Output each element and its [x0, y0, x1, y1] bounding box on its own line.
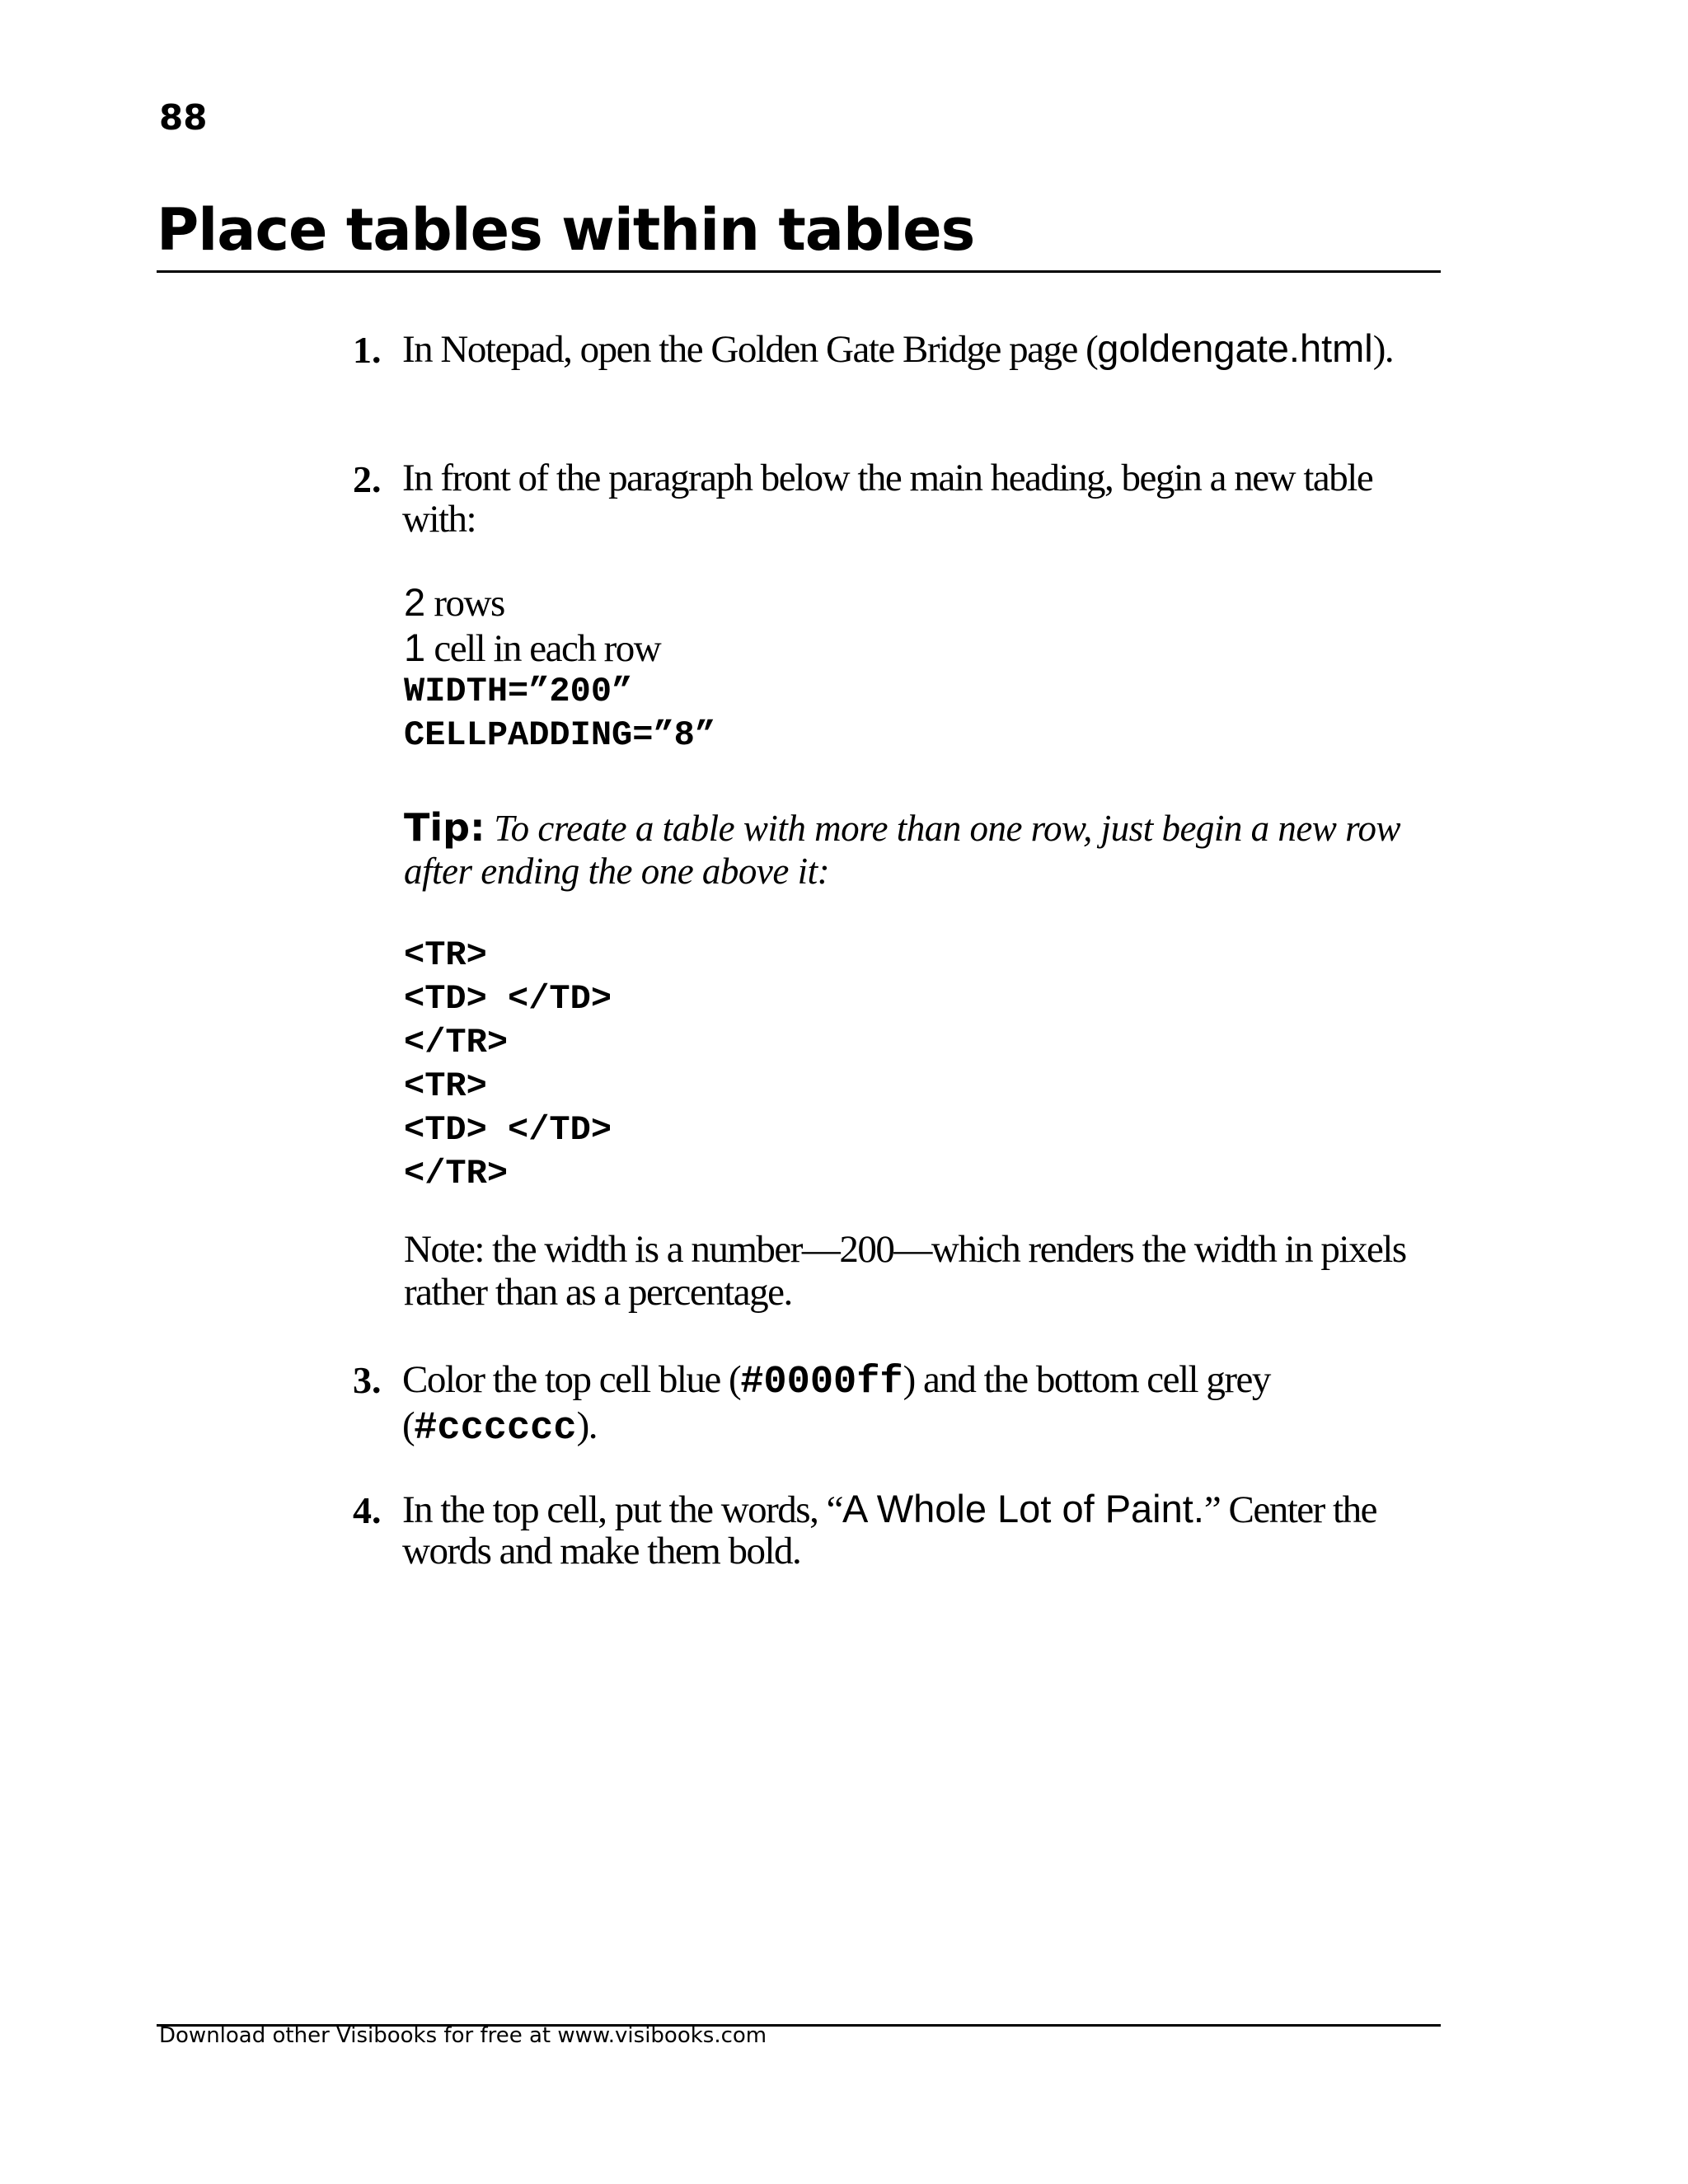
step-number: 3.	[353, 1359, 382, 1401]
tip-text: To create a table with more than one row, just begin a new row after ending the one above it:	[404, 808, 1401, 892]
phrase: A Whole Lot of Paint.	[842, 1487, 1204, 1530]
code-line: <TD> </TD>	[404, 1110, 612, 1150]
spec-width: WIDTH=”200”	[404, 672, 633, 711]
step-text: In the top cell, put the words, “A Whole Lot of Paint.” Center the words and make them bold.	[402, 1487, 1376, 1572]
code-line: <TR>	[404, 1066, 487, 1106]
step-number: 4.	[353, 1489, 382, 1531]
note: Note: the width is a number—200—which renders the width in pixels rather than as a percentage.	[404, 1228, 1406, 1314]
code-line: </TR>	[404, 1154, 509, 1193]
title-rule	[157, 270, 1441, 273]
page-number: 88	[159, 97, 208, 138]
step-text: Color the top cell blue (#0000ff) and the bottom cell grey (#cccccc).	[402, 1358, 1270, 1451]
step-text: In front of the paragraph below the main heading, begin a new table with:	[402, 457, 1373, 541]
color-code-grey: #cccccc	[414, 1407, 577, 1451]
step-text: In Notepad, open the Golden Gate Bridge page (goldengate.html).	[402, 326, 1394, 371]
page-title: Place tables within tables	[157, 196, 975, 264]
footer: Download other Visibooks for free at www.visibooks.com	[159, 2023, 767, 2048]
code-line: <TR>	[404, 935, 487, 975]
tip	[404, 806, 1451, 893]
color-code-blue: #0000ff	[740, 1361, 903, 1404]
spec-cells: 1 cell in each row	[404, 626, 661, 670]
code-line: <TD> </TD>	[404, 979, 612, 1019]
spec-rows: 2 rows	[404, 580, 504, 625]
tip-label: Tip:	[404, 805, 485, 850]
step-number: 2.	[353, 458, 382, 500]
filename: goldengate.html	[1097, 326, 1373, 370]
code-line: </TR>	[404, 1023, 509, 1062]
step-number: 1.	[353, 329, 382, 371]
spec-cellpadding: CELLPADDING=”8”	[404, 715, 716, 755]
